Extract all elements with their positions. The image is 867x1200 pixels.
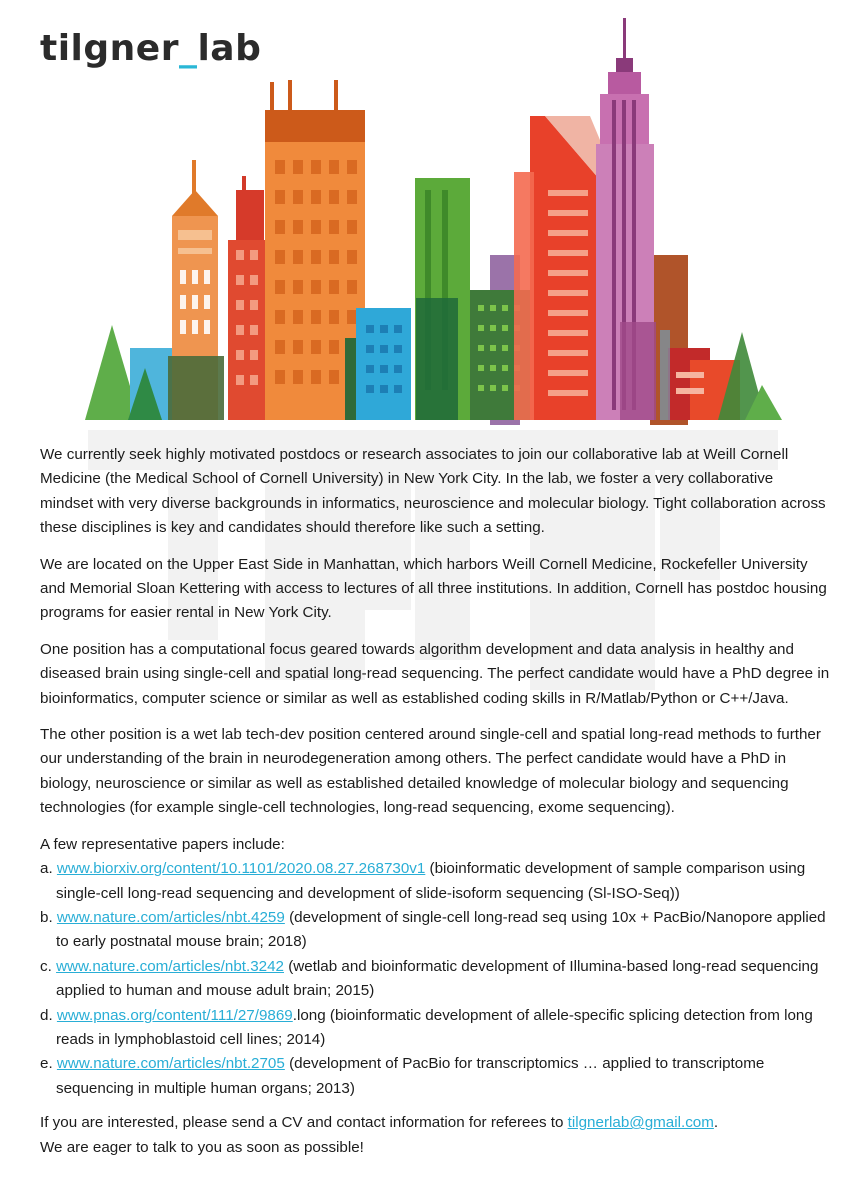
- contact-prefix: If you are interested, please send a CV and contact information for referees to: [40, 1114, 568, 1132]
- location-paragraph: We are located on the Upper East Side in Manhattan, which harbors Weill Cornell Medicine, Rockefeller University and Memorial Sloan Kettering with access to lectures of all three institutions. In addition, Cornell has postdoc housing programs for easier rental in New York City.: [40, 555, 827, 622]
- paper-item: [40, 955, 830, 1004]
- logo-underscore: _: [178, 28, 198, 69]
- papers-intro: A few representative papers include:: [40, 835, 285, 853]
- paper-description: (bioinformatic development of sample comparison using single-cell long-read sequencing and development of slide-isoform sequencing (Sl-ISO-Seq)): [56, 860, 806, 902]
- contact-suffix: .: [713, 1114, 719, 1132]
- paper-link-biorxiv[interactable]: www.biorxiv.org/content/10.1101/2020.08.27.268730v1: [56, 860, 426, 878]
- contact-section: [40, 1111, 830, 1160]
- job-posting-body: [40, 443, 830, 1160]
- paper-marker: b.: [40, 908, 53, 926]
- wetlab-position-paragraph: The other position is a wet lab tech-dev position centered around single-cell and spatial long-read methods to further our understanding of the brain in neurodegeneration among others. The perfect candidate would have a PhD in biology, neuroscience or similar as well as established detailed knowledge of molecular biology and sequencing technologies (for example single-cell technologies, long-read sequencing, exome sequencing).: [40, 726, 821, 817]
- paper-item: [40, 1004, 830, 1053]
- paper-item: [40, 1052, 830, 1101]
- paper-link-nbt4259[interactable]: www.nature.com/articles/nbt.4259: [56, 908, 285, 926]
- lab-logo: [40, 28, 261, 69]
- logo-text-second: lab: [197, 28, 262, 69]
- closing-line: We are eager to talk to you as soon as possible!: [40, 1138, 364, 1156]
- paper-marker: c.: [40, 957, 52, 975]
- contact-email-link[interactable]: tilgnerlab@gmail.com: [567, 1114, 714, 1132]
- paper-description: (wetlab and bioinformatic development of Illumina-based long-read sequencing applied to human and mouse adult brain; 2015): [56, 957, 819, 1000]
- paper-marker: a.: [40, 860, 53, 878]
- paper-link-suffix: .long: [292, 1006, 326, 1024]
- paper-description: (development of PacBio for transcriptomics … applied to transcriptome sequencing in multiple human organs; 2013): [56, 1055, 765, 1097]
- paper-item: [40, 906, 830, 955]
- paper-description: (bioinformatic development of allele-specific splicing detection from long reads in lymphoblastoid cell lines; 2014): [56, 1006, 813, 1048]
- logo-text-first: tilgner: [40, 28, 179, 69]
- paper-link-nbt3242[interactable]: www.nature.com/articles/nbt.3242: [56, 957, 284, 975]
- papers-list: [40, 833, 830, 1101]
- paper-link-nbt2705[interactable]: www.nature.com/articles/nbt.2705: [56, 1055, 285, 1073]
- paper-link-pnas[interactable]: www.pnas.org/content/111/27/9869: [56, 1006, 293, 1024]
- paper-marker: d.: [40, 1006, 53, 1024]
- contact-line: [40, 1111, 830, 1135]
- paper-item: [40, 857, 830, 906]
- intro-paragraph: We currently seek highly motivated postdocs or research associates to join our collaborative lab at Weill Cornell Medicine (the Medical School of Cornell University) in New York City. In the lab, we foster a very collaborative mindset with very diverse backgrounds in informatics, neuroscience and molecular biology. Tight collaboration across these disciplines is key and candidates should therefore like such a setting.: [40, 446, 826, 537]
- computational-position-paragraph: One position has a computational focus geared towards algorithm development and data analysis in healthy and diseased brain using single-cell and spatial long-read sequencing. The perfect candidate would have a PhD degree in bioinformatics, computer science or similar as well as established coding skills in R/Matlab/Python or C++/Java.: [40, 640, 830, 707]
- paper-marker: e.: [40, 1055, 53, 1073]
- paper-description: (development of single-cell long-read seq using 10x + PacBio/Nanopore applied to early postnatal mouse brain; 2018): [56, 908, 826, 951]
